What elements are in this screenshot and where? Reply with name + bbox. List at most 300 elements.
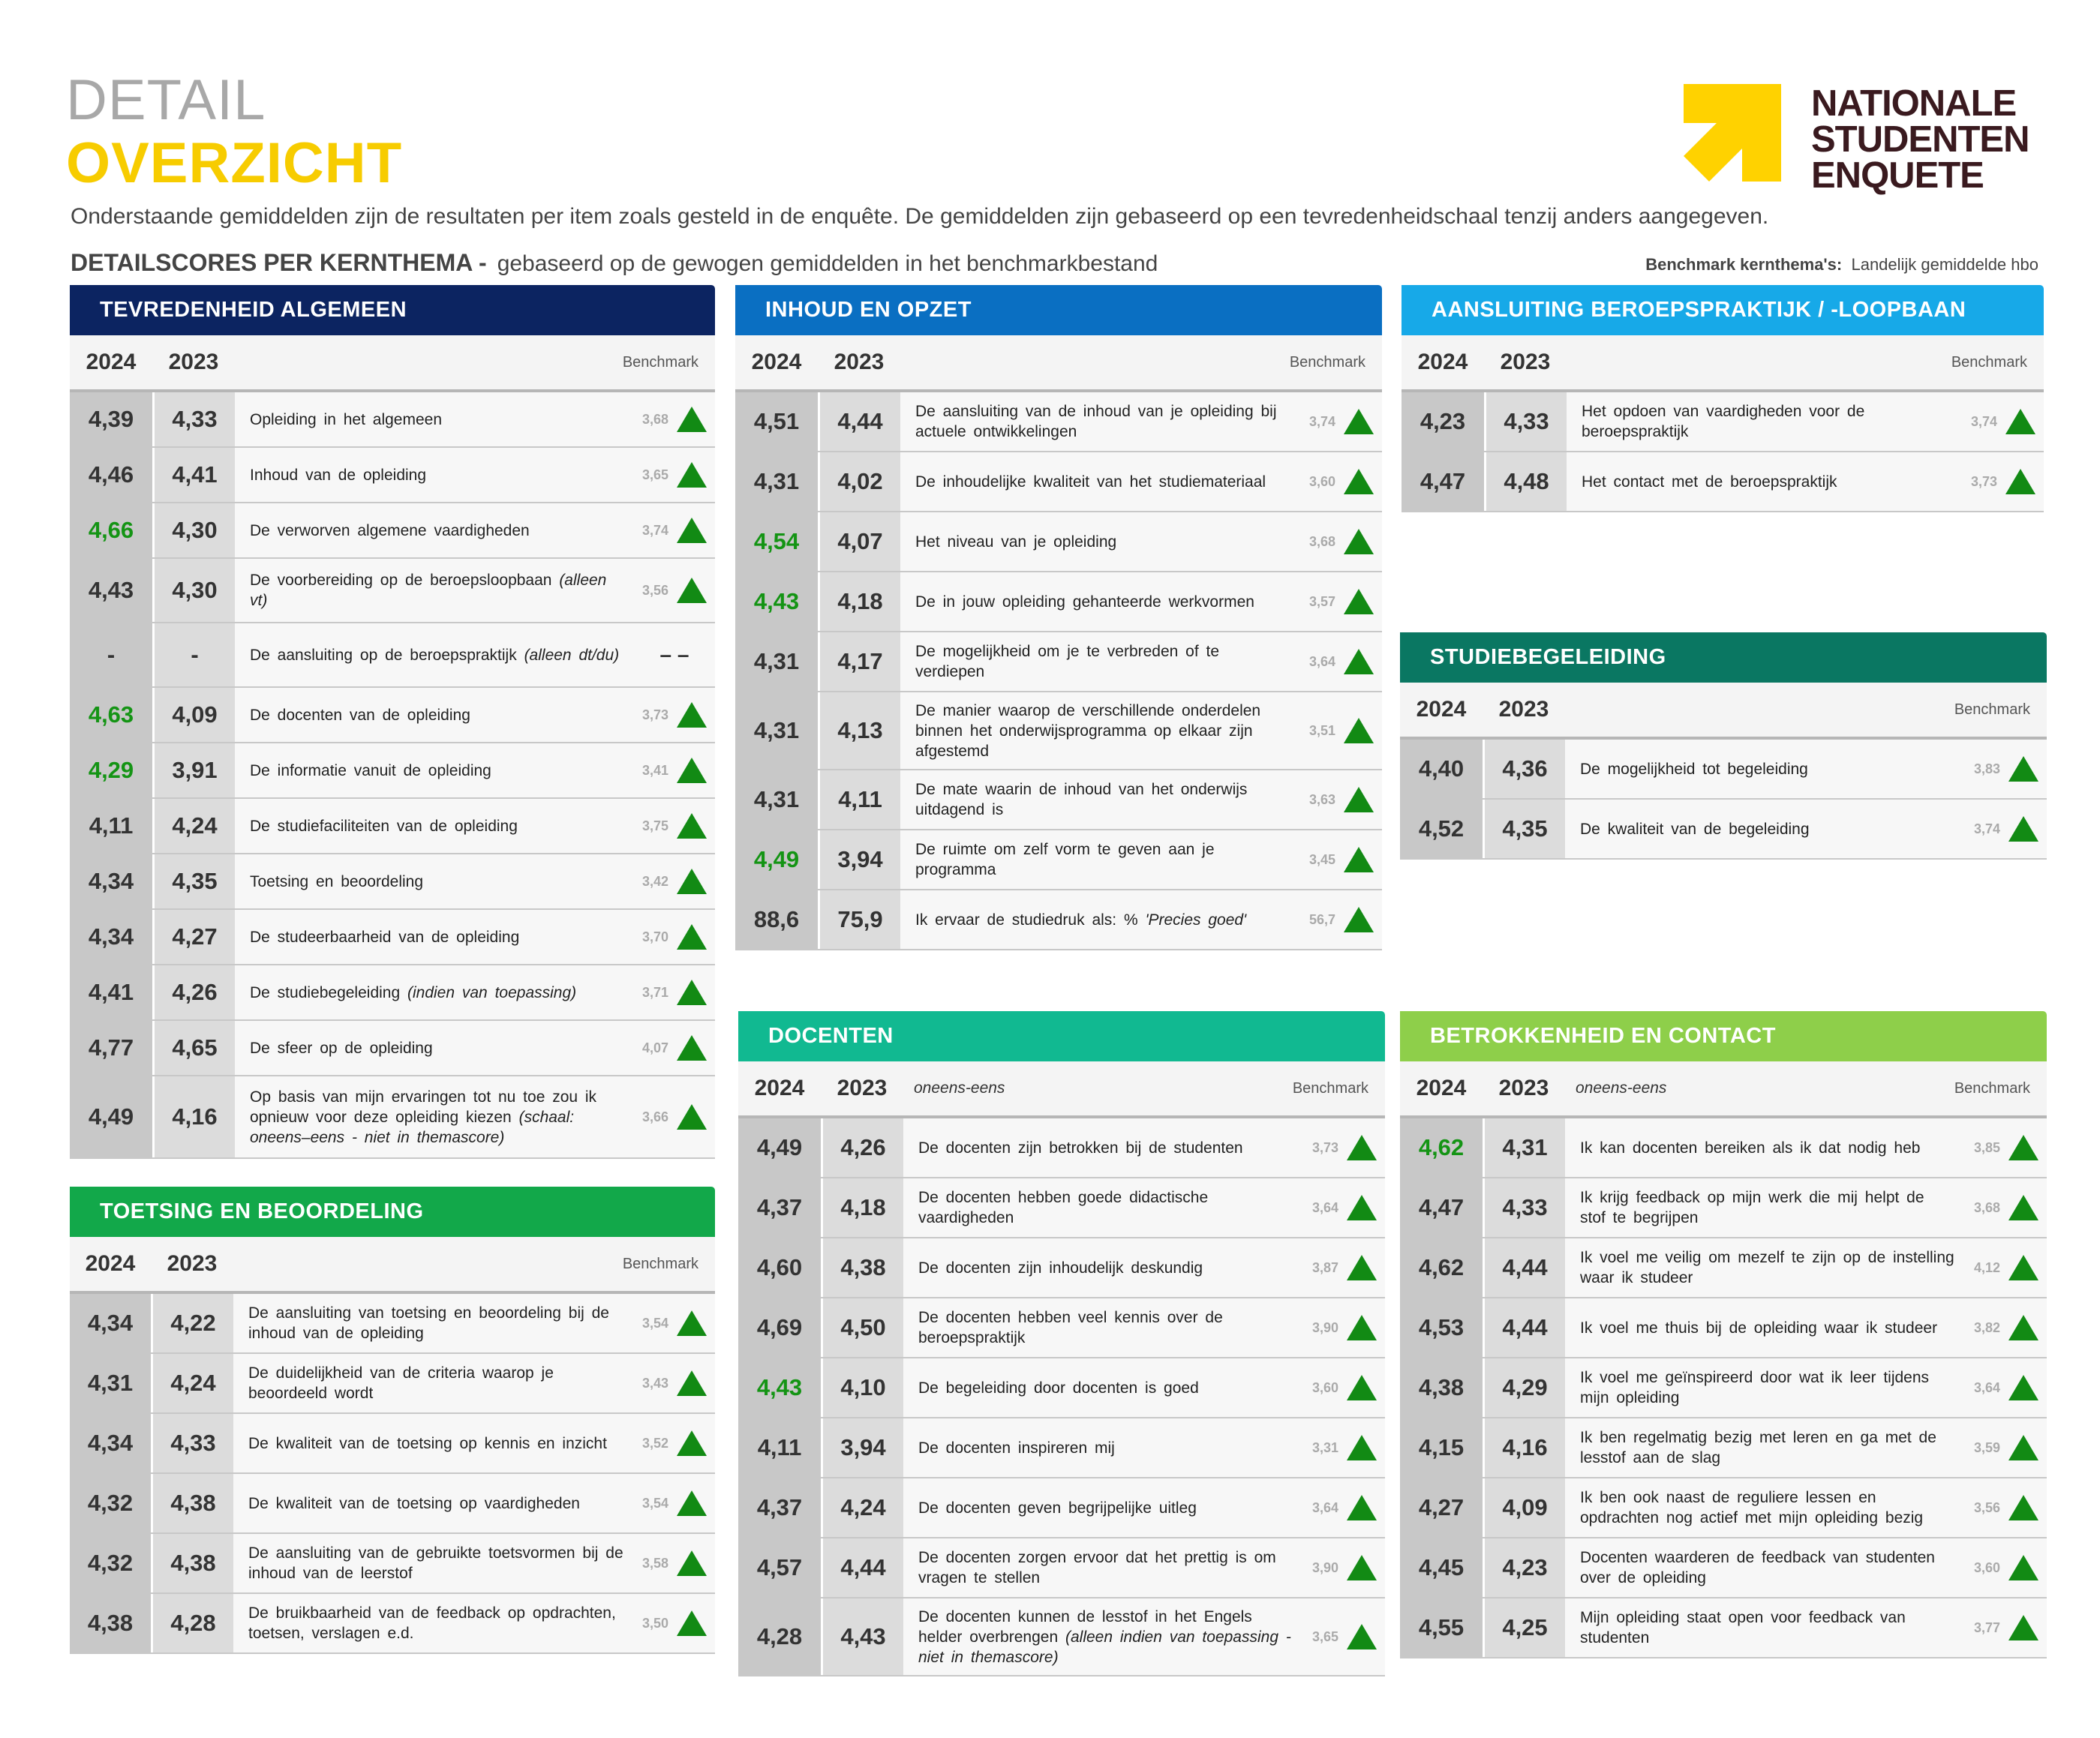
score-2024: 4,77	[70, 1021, 152, 1075]
benchmark-value: 3,70	[634, 910, 668, 964]
panel-tevredenheid	[70, 285, 715, 1159]
up-arrow-icon	[2008, 1375, 2038, 1400]
score-2023: 4,25	[1483, 1598, 1565, 1657]
trend-cell	[1335, 632, 1382, 691]
score-2024: 4,60	[738, 1238, 821, 1297]
up-arrow-icon	[677, 1490, 707, 1516]
table-row	[735, 512, 1382, 572]
score-2024: 4,69	[738, 1298, 821, 1357]
score-2023: 4,09	[1483, 1478, 1565, 1537]
score-2023: 4,18	[818, 572, 900, 631]
score-2023: 4,28	[151, 1594, 233, 1652]
table-row	[738, 1478, 1385, 1538]
benchmark-value: 3,60	[1966, 1538, 2000, 1597]
item-label	[1565, 1238, 1966, 1297]
no-trend-icon: – –	[659, 643, 689, 666]
benchmark-value: 3,31	[1304, 1418, 1338, 1477]
score-2024: 4,31	[735, 770, 818, 829]
score-2024: 4,34	[70, 1414, 151, 1472]
item-text: Ik krijg feedback op mijn werk die mij helpt de stof te begrijpen	[1580, 1189, 1924, 1226]
benchmark-header: Benchmark	[1289, 353, 1365, 371]
item-label	[1565, 1478, 1966, 1537]
item-note: (schaal: oneens–eens - niet in themascore)	[250, 1108, 575, 1146]
item-text: De mogelijkheid tot begeleiding	[1580, 760, 1808, 778]
score-2024: 4,62	[1400, 1238, 1483, 1297]
benchmark-value: 3,74	[1963, 392, 1997, 451]
item-text: De mate waarin de inhoud van het onderwijs uitdagend is	[915, 781, 1248, 818]
up-arrow-icon	[1344, 847, 1374, 872]
scale-label: oneens-eens	[1576, 1079, 1667, 1097]
score-2023: 4,44	[818, 392, 900, 451]
item-label	[903, 1178, 1304, 1237]
benchmark-value: 3,73	[634, 688, 668, 742]
benchmark-value: 3,82	[1966, 1298, 2000, 1357]
item-label	[1567, 392, 1963, 451]
item-note: (alleen vt)	[250, 572, 607, 609]
up-arrow-icon	[2008, 1615, 2038, 1640]
item-label	[235, 623, 634, 686]
trend-cell	[1338, 1178, 1385, 1237]
item-label	[233, 1354, 634, 1412]
item-label	[900, 830, 1301, 889]
up-arrow-icon	[1344, 649, 1374, 674]
score-2024: 4,43	[738, 1358, 821, 1417]
table-row	[1402, 452, 2044, 512]
trend-cell	[1338, 1598, 1385, 1675]
item-label	[903, 1238, 1304, 1297]
item-note: (indien van toepassing)	[407, 983, 577, 1001]
score-2024: 4,49	[735, 830, 818, 889]
item-label	[903, 1118, 1304, 1177]
up-arrow-icon	[677, 1610, 707, 1636]
benchmark-header: Benchmark	[1292, 1079, 1368, 1097]
score-2024: 4,47	[1400, 1178, 1483, 1237]
column-header	[1402, 335, 2044, 392]
score-2024: 4,32	[70, 1474, 151, 1532]
year-2023-header: 2023	[834, 350, 885, 374]
table-row	[70, 743, 715, 799]
item-text: De in jouw opleiding gehanteerde werkvormen	[915, 593, 1254, 611]
item-label	[233, 1294, 634, 1352]
score-2023: 4,44	[821, 1538, 903, 1597]
score-2024: 4,34	[70, 854, 152, 908]
logo-line-3: ENQUETE	[1811, 155, 1984, 196]
item-label	[900, 692, 1301, 769]
table-row	[70, 854, 715, 910]
up-arrow-icon	[677, 1104, 707, 1130]
score-2023: 3,91	[152, 743, 235, 797]
benchmark-legend-value: Landelijk gemiddelde hbo	[1851, 255, 2038, 274]
item-text: Ik ben ook naast de reguliere lessen en opdrachten nog actief met mijn opleiding bezig	[1580, 1489, 1924, 1526]
score-2023: 4,24	[151, 1354, 233, 1412]
table-row	[70, 1021, 715, 1076]
item-label	[235, 854, 634, 908]
trend-cell	[668, 743, 715, 797]
item-label	[1565, 1358, 1966, 1417]
benchmark-value: 3,68	[1301, 512, 1335, 571]
table-row	[1400, 1298, 2047, 1358]
item-label	[1565, 1178, 1966, 1237]
year-2023-header: 2023	[168, 350, 219, 374]
score-2024: 4,28	[738, 1598, 821, 1675]
benchmark-value: 3,66	[634, 1076, 668, 1157]
trend-cell	[1338, 1478, 1385, 1537]
score-2024: 88,6	[735, 890, 818, 949]
score-2023: 4,13	[818, 692, 900, 769]
item-label	[903, 1358, 1304, 1417]
trend-cell	[1338, 1538, 1385, 1597]
table-row	[738, 1298, 1385, 1358]
benchmark-value: 3,73	[1963, 452, 1997, 511]
score-2024: 4,11	[70, 799, 152, 853]
table-row	[738, 1598, 1385, 1676]
benchmark-header: Benchmark	[1954, 1079, 2030, 1097]
table-row	[738, 1178, 1385, 1238]
benchmark-value: 3,68	[634, 392, 668, 446]
benchmark-value: 3,64	[1304, 1478, 1338, 1537]
trend-cell	[2000, 1238, 2047, 1297]
table-row	[70, 1474, 715, 1534]
trend-cell	[2000, 1178, 2047, 1237]
item-label	[903, 1598, 1304, 1675]
table-row	[735, 632, 1382, 692]
item-label	[235, 688, 634, 742]
benchmark-value: 3,54	[634, 1474, 668, 1532]
trend-cell	[2000, 1118, 2047, 1177]
score-2024: 4,51	[735, 392, 818, 451]
trend-cell	[668, 559, 715, 622]
score-2023: 4,24	[821, 1478, 903, 1537]
trend-cell	[2000, 1478, 2047, 1537]
benchmark-value: 3,56	[634, 559, 668, 622]
score-2023: 4,38	[151, 1534, 233, 1592]
logo-line-1: NATIONALE	[1811, 83, 2017, 124]
year-2024-header: 2024	[1417, 350, 1468, 374]
item-label	[900, 452, 1301, 511]
intro-text: Onderstaande gemiddelden zijn de resultaten per item zoals gesteld in de enquête. De gemiddelden zijn gebaseerd op een tevredenheidschaal tenzij anders aangegeven.	[71, 204, 1769, 229]
item-text: De docenten inspireren mij	[918, 1439, 1115, 1457]
item-label	[900, 770, 1301, 829]
trend-cell	[2000, 1538, 2047, 1597]
table-row	[738, 1538, 1385, 1598]
table-row	[1400, 740, 2047, 800]
table-row	[70, 910, 715, 965]
up-arrow-icon	[2008, 1495, 2038, 1520]
panel-title: INHOUD EN OPZET	[735, 285, 1382, 335]
item-label	[900, 512, 1301, 571]
score-2023: 4,36	[1483, 740, 1565, 798]
item-label	[233, 1474, 634, 1532]
benchmark-value: 3,87	[1304, 1238, 1338, 1297]
item-label	[1565, 1598, 1966, 1657]
score-2023: 4,23	[1483, 1538, 1565, 1597]
table-row	[70, 559, 715, 623]
item-text: Ik voel me geïnspireerd door wat ik leer tijdens mijn opleiding	[1580, 1369, 1930, 1406]
item-label	[233, 1414, 634, 1472]
up-arrow-icon	[1347, 1555, 1377, 1580]
item-text: Ik ben regelmatig bezig met leren en ga met de lesstof aan de slag	[1580, 1429, 1936, 1466]
item-text: Het contact met de beroepspraktijk	[1582, 473, 1837, 491]
up-arrow-icon	[1344, 907, 1374, 932]
benchmark-value: 3,85	[1966, 1118, 2000, 1177]
item-label	[900, 392, 1301, 451]
score-2023: 4,26	[821, 1118, 903, 1177]
table-row	[70, 503, 715, 559]
trend-cell	[668, 1076, 715, 1157]
trend-cell	[1335, 830, 1382, 889]
table-row	[1400, 1238, 2047, 1298]
table-row	[738, 1118, 1385, 1178]
score-2024: 4,53	[1400, 1298, 1483, 1357]
table-row	[735, 890, 1382, 950]
score-2024: 4,29	[70, 743, 152, 797]
score-2024: 4,49	[738, 1118, 821, 1177]
benchmark-value: 3,64	[1966, 1358, 2000, 1417]
table-row	[70, 448, 715, 503]
trend-cell	[2000, 1298, 2047, 1357]
score-2023: 4,30	[152, 503, 235, 557]
score-2023: 4,38	[821, 1238, 903, 1297]
table-row	[70, 1594, 715, 1654]
year-2023-header: 2023	[837, 1076, 888, 1100]
item-label	[900, 572, 1301, 631]
trend-cell	[1338, 1358, 1385, 1417]
trend-cell	[2000, 1358, 2047, 1417]
panel-title: TEVREDENHEID ALGEMEEN	[70, 285, 715, 335]
table-row	[735, 770, 1382, 830]
benchmark-legend	[1645, 255, 2038, 275]
benchmark-value: 4,07	[634, 1021, 668, 1075]
item-text: De manier waarop de verschillende onderdelen binnen het onderwijsprogramma op elkaar zijn afgestemd	[915, 701, 1261, 760]
score-2023: 4,27	[152, 910, 235, 964]
up-arrow-icon	[1347, 1495, 1377, 1520]
item-text: De docenten hebben goede didactische vaardigheden	[918, 1189, 1209, 1226]
table-row	[1400, 1418, 2047, 1478]
trend-cell	[668, 1534, 715, 1592]
table-row	[70, 1294, 715, 1354]
trend-cell	[668, 799, 715, 853]
column-header	[70, 1237, 715, 1294]
year-2023-header: 2023	[167, 1251, 218, 1276]
score-2023: 4,29	[1483, 1358, 1565, 1417]
score-2024: 4,31	[735, 452, 818, 511]
trend-cell	[1338, 1298, 1385, 1357]
benchmark-value: 3,90	[1304, 1298, 1338, 1357]
item-label	[235, 1021, 634, 1075]
trend-cell	[2000, 800, 2047, 858]
year-2023-header: 2023	[1498, 1076, 1549, 1100]
score-2023: 3,94	[818, 830, 900, 889]
up-arrow-icon	[677, 1430, 707, 1456]
subtitle-rest: gebaseerd op de gewogen gemiddelden in het benchmarkbestand	[497, 251, 1158, 276]
table-row	[70, 1534, 715, 1594]
benchmark-value: 56,7	[1301, 890, 1335, 949]
score-2023: 4,10	[821, 1358, 903, 1417]
trend-cell	[1997, 392, 2044, 451]
up-arrow-icon	[1344, 589, 1374, 614]
score-2024: 4,32	[70, 1534, 151, 1592]
up-arrow-icon	[2008, 1435, 2038, 1460]
score-2023: 4,30	[152, 559, 235, 622]
up-arrow-icon	[677, 758, 707, 783]
table-row	[1402, 392, 2044, 452]
benchmark-value: 3,50	[634, 1594, 668, 1652]
benchmark-header: Benchmark	[622, 353, 698, 371]
score-2024: 4,15	[1400, 1418, 1483, 1477]
column-header	[738, 1061, 1385, 1118]
table-row	[1400, 1598, 2047, 1658]
score-2024: 4,11	[738, 1418, 821, 1477]
year-2024-header: 2024	[751, 350, 802, 374]
up-arrow-icon	[2008, 1315, 2038, 1340]
score-2024: 4,27	[1400, 1478, 1483, 1537]
table-row	[735, 452, 1382, 512]
table-row	[1400, 1538, 2047, 1598]
up-arrow-icon	[677, 702, 707, 728]
item-text: Op basis van mijn ervaringen tot nu toe zou ik opnieuw voor deze opleiding kiezen	[250, 1088, 597, 1126]
trend-cell	[1335, 392, 1382, 451]
item-text: De informatie vanuit de opleiding	[250, 761, 491, 779]
up-arrow-icon	[1344, 787, 1374, 812]
item-text: De kwaliteit van de toetsing op vaardigheden	[248, 1494, 580, 1512]
score-2023: 4,07	[818, 512, 900, 571]
table-row	[70, 799, 715, 854]
table-row	[1400, 800, 2047, 860]
score-2023: 75,9	[818, 890, 900, 949]
score-2024: 4,66	[70, 503, 152, 557]
panel-title: DOCENTEN	[738, 1011, 1385, 1061]
item-label	[235, 910, 634, 964]
benchmark-value: 3,90	[1304, 1538, 1338, 1597]
item-label	[235, 559, 634, 622]
item-text: De aansluiting van toetsing en beoordeling bij de inhoud van de opleiding	[248, 1304, 609, 1342]
item-text: De aansluiting van de inhoud van je opleiding bij actuele ontwikkelingen	[915, 403, 1277, 440]
logo-line-2: STUDENTEN	[1811, 119, 2029, 160]
item-text: De voorbereiding op de beroepsloopbaan	[250, 572, 552, 589]
score-2023: 4,11	[818, 770, 900, 829]
item-text: De studeerbaarheid van de opleiding	[250, 928, 520, 946]
up-arrow-icon	[677, 1310, 707, 1336]
up-arrow-icon	[677, 578, 707, 603]
score-2023: 4,35	[152, 854, 235, 908]
item-text: De verworven algemene vaardigheden	[250, 521, 530, 539]
trend-cell	[668, 1294, 715, 1352]
table-row	[70, 623, 715, 688]
table-row	[70, 688, 715, 743]
column-header	[1400, 1061, 2047, 1118]
panel-inhoud	[735, 285, 1382, 950]
benchmark-value: 3,60	[1301, 452, 1335, 511]
score-2023: 4,31	[1483, 1118, 1565, 1177]
item-text: Docenten waarderen de feedback van studenten over de opleiding	[1580, 1549, 1935, 1586]
score-2023: 4,33	[1483, 1178, 1565, 1237]
up-arrow-icon	[1344, 718, 1374, 743]
trend-cell	[2000, 1418, 2047, 1477]
score-2024: 4,37	[738, 1478, 821, 1537]
item-text: De aansluiting van de gebruikte toetsvormen bij de inhoud van de leerstof	[248, 1544, 623, 1582]
benchmark-header: Benchmark	[1954, 701, 2030, 718]
score-2023: 4,16	[152, 1076, 235, 1157]
item-text: De studiebegeleiding	[250, 983, 401, 1001]
up-arrow-icon	[677, 980, 707, 1005]
table-row	[1400, 1478, 2047, 1538]
score-2023: 4,18	[821, 1178, 903, 1237]
up-arrow-icon	[677, 1370, 707, 1396]
benchmark-value: 3,74	[1966, 800, 2000, 858]
score-2023: 4,16	[1483, 1418, 1565, 1477]
benchmark-value: 3,83	[1966, 740, 2000, 798]
score-2023: 4,33	[151, 1414, 233, 1472]
score-2023: 4,26	[152, 965, 235, 1019]
benchmark-value: 3,64	[1301, 632, 1335, 691]
score-2024: 4,57	[738, 1538, 821, 1597]
up-arrow-icon	[677, 518, 707, 543]
column-header	[1400, 683, 2047, 740]
item-label	[900, 632, 1301, 691]
up-arrow-icon	[677, 462, 707, 488]
trend-cell	[668, 1474, 715, 1532]
benchmark-legend-label: Benchmark kernthema's:	[1645, 255, 1843, 274]
item-label	[1565, 800, 1966, 858]
item-label	[233, 1534, 634, 1592]
trend-cell	[1338, 1118, 1385, 1177]
benchmark-value: 3,75	[634, 799, 668, 853]
trend-cell	[668, 448, 715, 502]
panel-toetsing	[70, 1187, 715, 1654]
up-arrow-icon	[1344, 409, 1374, 434]
up-arrow-icon	[1347, 1195, 1377, 1220]
up-arrow-icon	[677, 813, 707, 839]
item-text: De duidelijkheid van de criteria waarop je beoordeeld wordt	[248, 1364, 554, 1402]
year-2024-header: 2024	[1416, 1076, 1467, 1100]
benchmark-header: Benchmark	[1951, 353, 2027, 371]
score-2024: 4,43	[70, 559, 152, 622]
score-2024: 4,39	[70, 392, 152, 446]
up-arrow-icon	[2005, 469, 2035, 494]
benchmark-value: 3,52	[634, 1414, 668, 1472]
score-2023: 4,48	[1484, 452, 1567, 511]
item-label	[235, 799, 634, 853]
item-label	[1565, 740, 1966, 798]
item-label	[1565, 1118, 1966, 1177]
item-text: De docenten van de opleiding	[250, 706, 470, 724]
score-2023: 4,41	[152, 448, 235, 502]
item-text: De docenten zijn inhoudelijk deskundig	[918, 1259, 1203, 1277]
item-text: De bruikbaarheid van de feedback op opdrachten, toetsen, verslagen e.d.	[248, 1604, 616, 1642]
up-arrow-icon	[1344, 529, 1374, 554]
trend-cell	[668, 1594, 715, 1652]
trend-cell	[668, 1414, 715, 1472]
item-label	[235, 743, 634, 797]
panel-aansluiting	[1402, 285, 2044, 512]
benchmark-value: 3,71	[634, 965, 668, 1019]
table-row	[70, 1414, 715, 1474]
up-arrow-icon	[1347, 1135, 1377, 1160]
item-text: Ik kan docenten bereiken als ik dat nodig heb	[1580, 1139, 1921, 1157]
panel-title: BETROKKENHEID EN CONTACT	[1400, 1011, 2047, 1061]
trend-cell	[2000, 1598, 2047, 1657]
benchmark-value: 3,65	[1304, 1598, 1338, 1675]
up-arrow-icon	[2008, 1555, 2038, 1580]
up-arrow-icon	[2008, 1195, 2038, 1220]
score-2023: 4,38	[151, 1474, 233, 1532]
benchmark-value: 3,45	[1301, 830, 1335, 889]
benchmark-header: Benchmark	[622, 1255, 698, 1272]
score-2023: 4,24	[152, 799, 235, 853]
trend-cell	[668, 503, 715, 557]
benchmark-value: 3,63	[1301, 770, 1335, 829]
item-text: De docenten zorgen ervoor dat het prettig is om vragen te stellen	[918, 1549, 1276, 1586]
